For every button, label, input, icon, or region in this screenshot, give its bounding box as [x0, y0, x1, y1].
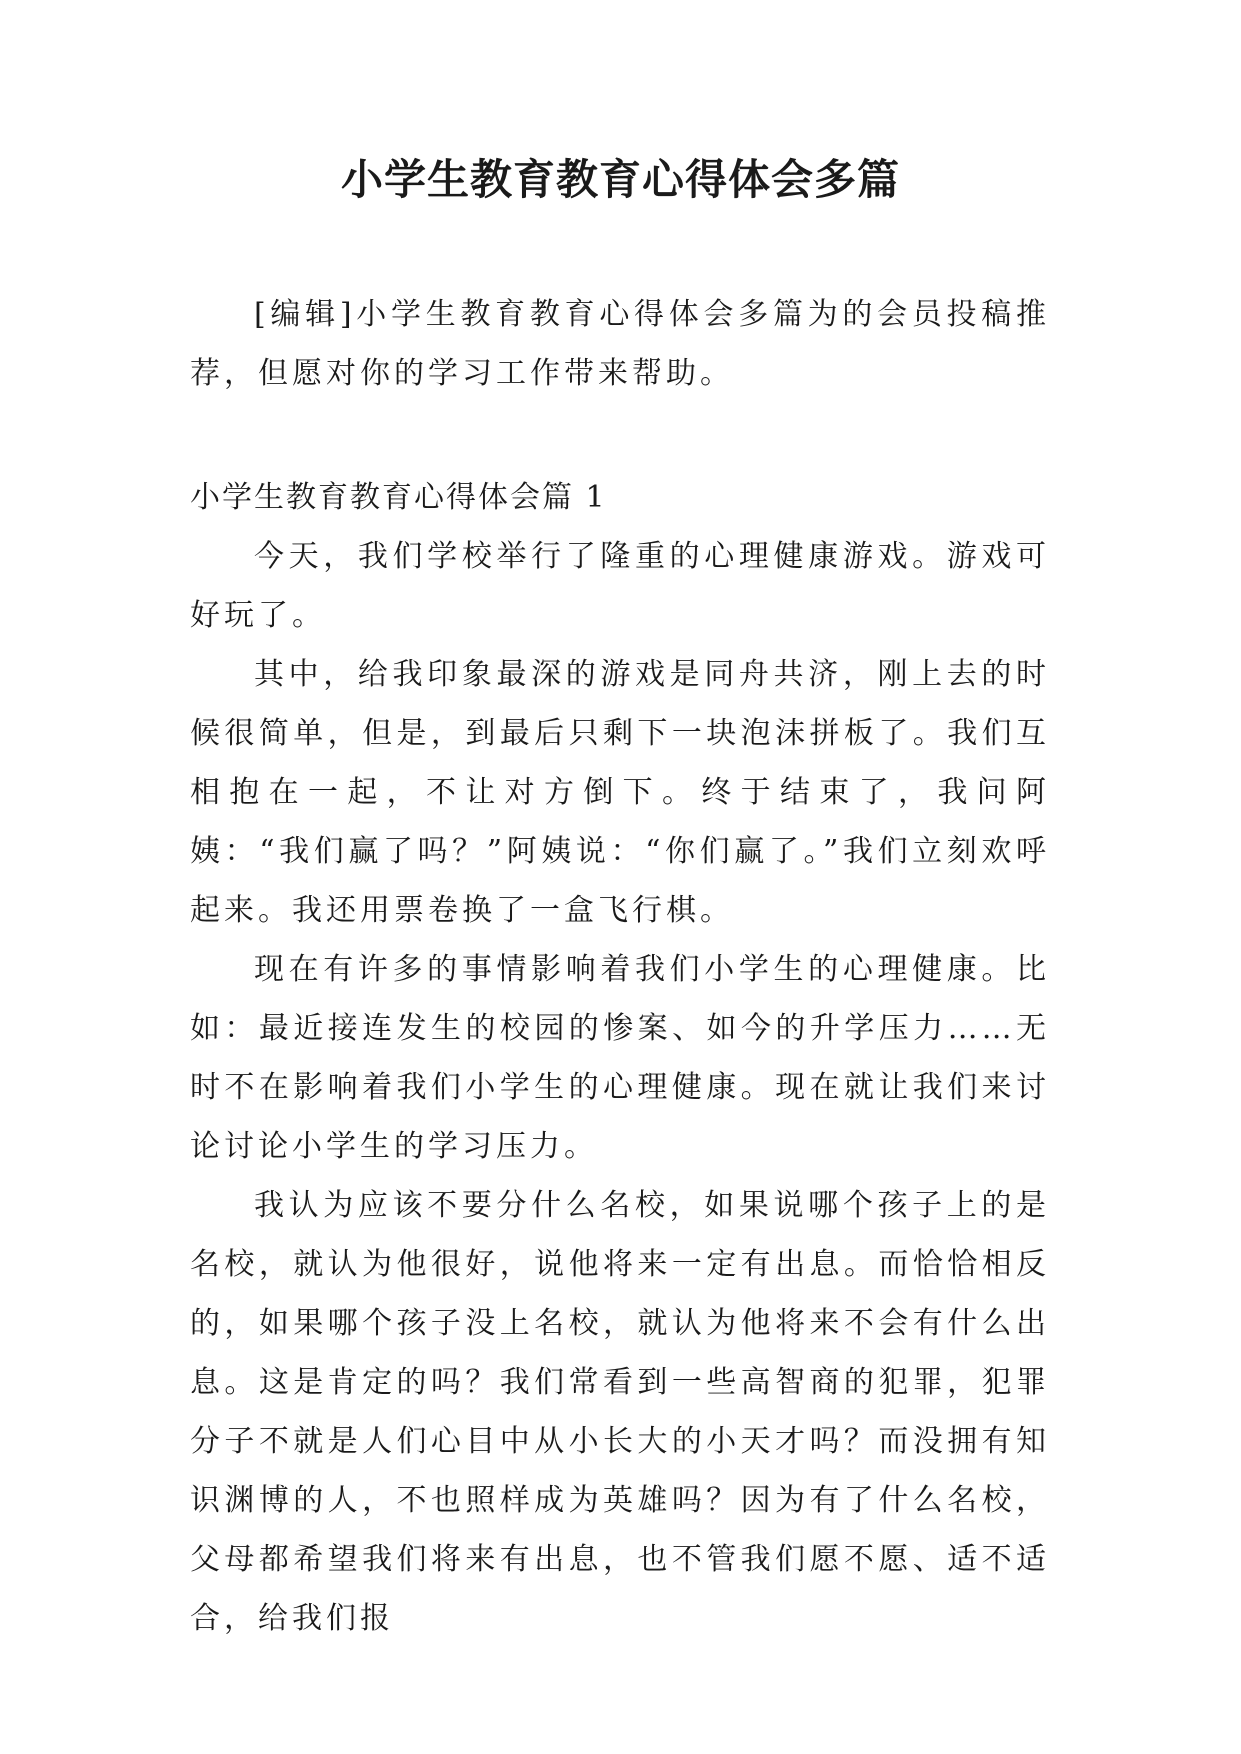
body-paragraph: 其中，给我印象最深的游戏是同舟共济，刚上去的时候很简单，但是，到最后只剩下一块泡沫拼板了。我们互相抱在一起，不让对方倒下。终于结束了，我问阿姨：“我们赢了吗？”阿姨说：“你们赢了。”我们立刻欢呼起来。我还用票卷换了一盒飞行棋。: [190, 657, 1050, 928]
document-body: [190, 285, 1050, 1648]
body-paragraph: 我认为应该不要分什么名校，如果说哪个孩子上的是名校，就认为他很好，说他将来一定有出息。而恰恰相反的，如果哪个孩子没上名校，就认为他将来不会有什么出息。这是肯定的吗？我们常看到一些高智商的犯罪，犯罪分子不就是人们心目中从小长大的小天才吗？而没拥有知识渊博的人，不也照样成为英雄吗？因为有了什么名校，父母都希望我们将来有出息，也不管我们愿不愿、适不适合，给我们报: [190, 1188, 1050, 1636]
body-paragraph: 现在有许多的事情影响着我们小学生的心理健康。比如：最近接连发生的校园的惨案、如今的升学压力……无时不在影响着我们小学生的心理健康。现在就让我们来讨论讨论小学生的学习压力。: [190, 952, 1050, 1164]
intro-paragraph: [编辑]小学生教育教育心得体会多篇为的会员投稿推荐，但愿对你的学习工作带来帮助。: [190, 297, 1050, 391]
body-paragraph: 今天，我们学校举行了隆重的心理健康游戏。游戏可好玩了。: [190, 539, 1050, 633]
document-title: 小学生教育教育心得体会多篇: [340, 155, 900, 204]
section-heading: 小学生教育教育心得体会篇 1: [190, 480, 607, 515]
